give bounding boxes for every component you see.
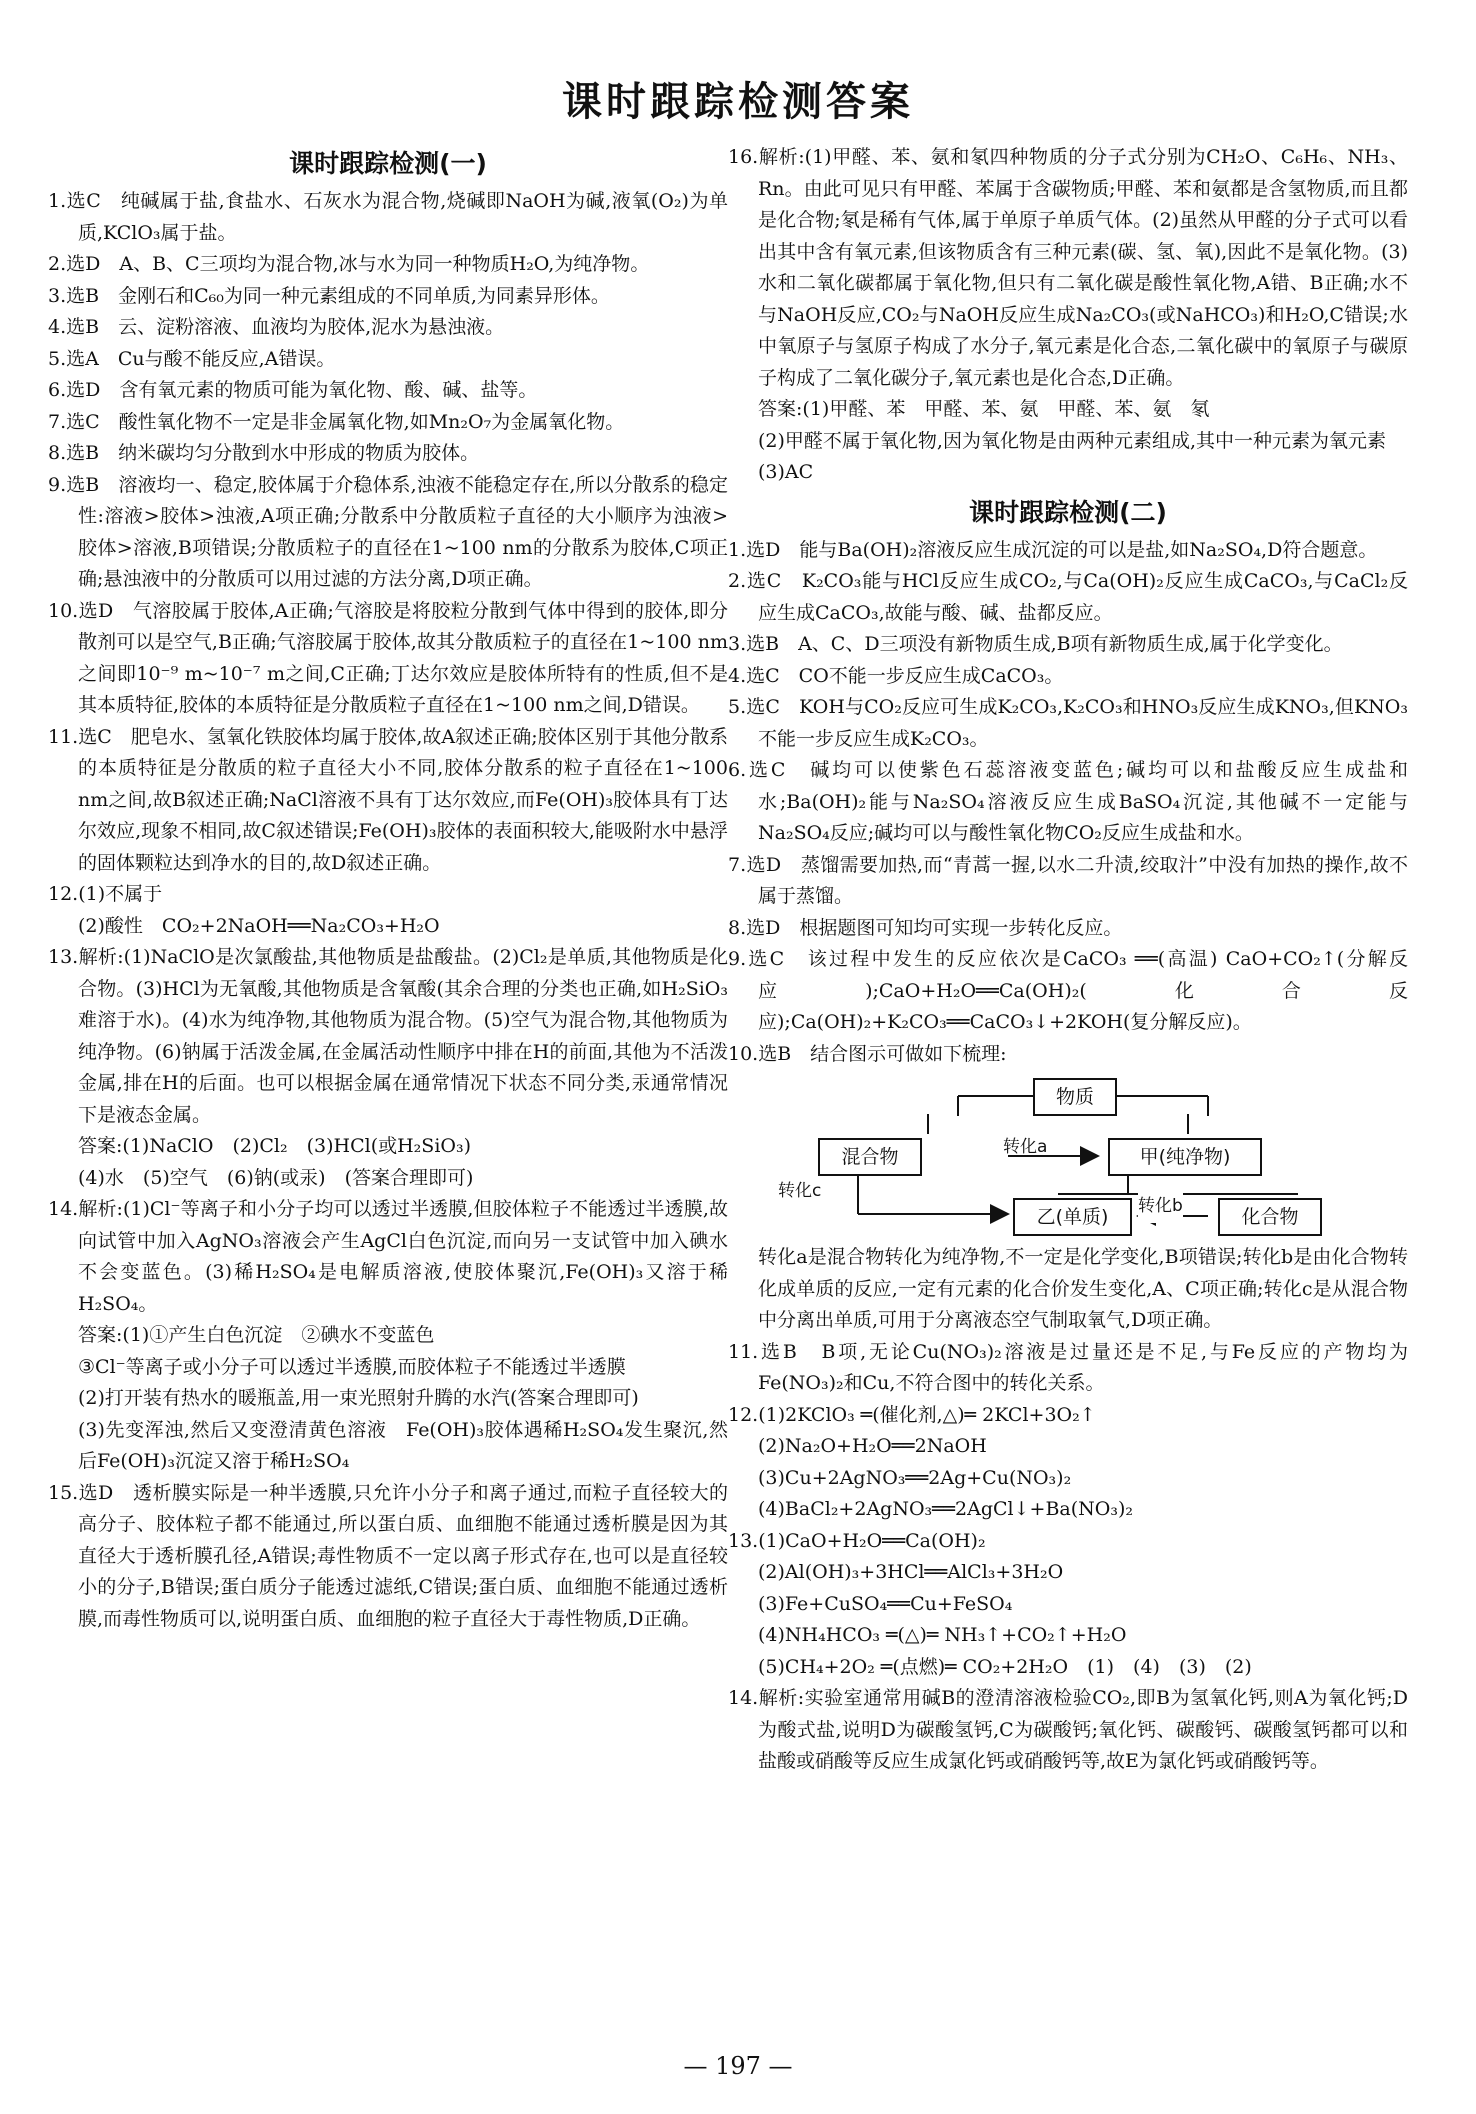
page-title: 课时跟踪检测答案 (562, 79, 914, 125)
answer-item: 转化a是混合物转化为纯净物,不一定是化学变化,B项错误;转化b是由化合物转化成单质的反应,一定有元素的化合价发生变化,A、C项正确;转化c是从混合物中分离出单质,可用于分离液态空气制取氧气,D项正确。 (758, 1246, 1408, 1331)
box-substance: 物质 (1033, 1078, 1117, 1116)
answer-item: 14.解析:(1)Cl⁻等离子和小分子均可以透过半透膜,但胶体粒子不能透过半透膜,故向试管中加入AgNO₃溶液会产生AgCl白色沉淀,而向另一支试管中加入碘水不会变蓝色。(3)稀H₂SO₄是电解质溶液,使胶体聚沉,Fe(OH)₃又溶于稀H₂SO₄。 (48, 1198, 728, 1315)
answer-item: 3.选B A、C、D三项没有新物质生成,B项有新物质生成,属于化学变化。 (728, 633, 1343, 655)
answer-item: 16.解析:(1)甲醛、苯、氨和氡四种物质的分子式分别为CH₂O、C₆H₆、NH₃、Rn。由此可见只有甲醛、苯属于含碳物质;甲醛、苯和氨都是含氢物质,而且都是化合物;氡是稀有气体,属于单原子单质气体。(2)虽然从甲醛的分子式可以看出其中含有氧元素,但该物质含有三种元素(碳、氢、氧),因此不是氧化物。(3)水和二氧化碳都属于氧化物,但只有二氧化碳是酸性氧化物,A错、B正确;水不与NaOH反应,CO₂与NaOH反应生成Na₂CO₃(或NaHCO₃)和H₂O,C错误;水中氧原子与氢原子构成了水分子,氧元素是化合态,二氧化碳中的氧原子与碳原子构成了二氧化碳分子,氧元素也是化合态,D正确。 (728, 146, 1408, 389)
answer-item: 2.选D A、B、C三项均为混合物,冰与水为同一种物质H₂O,为纯净物。 (48, 253, 650, 275)
answer-item: 10.选B 结合图示可做如下梳理: (728, 1042, 1007, 1065)
left-column (48, 140, 728, 1635)
section-title-1: 课时跟踪检测(一) (289, 149, 487, 178)
answer-item: 5.选C KOH与CO₂反应可生成K₂CO₃,K₂CO₃和HNO₃反应生成KNO₃,但KNO₃不能一步反应生成K₂CO₃。 (728, 696, 1408, 750)
right-column (728, 142, 1408, 1778)
answer-item: 9.选B 溶液均一、稳定,胶体属于介稳体系,浊液不能稳定存在,所以分散系的稳定性:溶液>胶体>浊液,A项正确;分散系中分散质粒子直径的大小顺序为浊液>胶体>溶液,B项错误;分散质粒子的直径在1~100 nm的分散系为胶体,C项正确;悬浊液中的分散质可以用过滤的方法分离,D项正确。 (48, 473, 728, 590)
answer-item: 7.选D 蒸馏需要加热,而“青蒿一握,以水二升渍,绞取汁”中没有加热的操作,故不属于蒸馏。 (728, 853, 1408, 907)
answer-item: 6.选D 含有氧元素的物质可能为氧化物、酸、碱、盐等。 (48, 379, 538, 401)
answer-item: 5.选A Cu与酸不能反应,A错误。 (48, 347, 336, 370)
answer-item: (5)CH₄+2O₂ ═(点燃)═ CO₂+2H₂O (1) (4) (3) (2) (758, 1655, 1252, 1678)
label-conversion-c: 转化c (778, 1181, 822, 1201)
answer-item: 答案:(1)①产生白色沉淀 ②碘水不变蓝色 (78, 1324, 435, 1346)
answer-item: 11.选C 肥皂水、氢氧化铁胶体均属于胶体,故A叙述正确;胶体区别于其他分散系的本质特征是分散质的粒子直径大小不同,胶体分散系的粒子直径在1~100 nm之间,故B叙述正确;NaCl溶液不具有丁达尔效应,而Fe(OH)₃胶体具有丁达尔效应,现象不相同,故C叙述错误;Fe(OH)₃胶体的表面积较大,能吸附水中悬浮的固体颗粒达到净水的目的,故D叙述正确。 (48, 725, 728, 874)
answer-item: 9.选C 该过程中发生的反应依次是CaCO₃ ══(高温) CaO+CO₂↑(分解反应);CaO+H₂O══Ca(OH)₂(化合反应);Ca(OH)₂+K₂CO₃══CaCO₃↓+2KOH(复分解反应)。 (728, 948, 1408, 1033)
answer-item: 3.选B 金刚石和C₆₀为同一种元素组成的不同单质,为同素异形体。 (48, 284, 610, 307)
answer-item: 1.选D 能与Ba(OH)₂溶液反应生成沉淀的可以是盐,如Na₂SO₄,D符合题意。 (728, 538, 1378, 561)
answer-item: 11.选B B项,无论Cu(NO₃)₂溶液是过量还是不足,与Fe反应的产物均为Fe(NO₃)₂和Cu,不符合图中的转化关系。 (728, 1340, 1408, 1394)
answer-item: (4)水 (5)空气 (6)钠(或汞) (答案合理即可) (78, 1166, 474, 1189)
answer-item: (2)Al(OH)₃+3HCl══AlCl₃+3H₂O (758, 1561, 1064, 1583)
section-title-2: 课时跟踪检测(二) (969, 497, 1167, 527)
answer-item: 1.选C 纯碱属于盐,食盐水、石灰水为混合物,烧碱即NaOH为碱,液氧(O₂)为单质,KClO₃属于盐。 (48, 190, 728, 244)
answer-item: 6.选C 碱均可以使紫色石蕊溶液变蓝色;碱均可以和盐酸反应生成盐和水;Ba(OH)₂能与Na₂SO₄溶液反应生成BaSO₄沉淀,其他碱不一定能与Na₂SO₄反应;碱均可以与酸性氧化物CO₂反应生成盐和水。 (728, 759, 1408, 844)
answer-item: 10.选D 气溶胶属于胶体,A正确;气溶胶是将胶粒分散到气体中得到的胶体,即分散剂可以是空气,B正确;气溶胶属于胶体,故其分散质粒子的直径在1~100 nm之间即10⁻⁹ m~10⁻⁷ m之间,C正确;丁达尔效应是胶体所特有的性质,但不是其本质特征,胶体的本质特征是分散质粒子直径在1~100 nm之间,D错误。 (48, 599, 728, 716)
answer-item: (4)NH₄HCO₃ ═(△)═ NH₃↑+CO₂↑+H₂O (758, 1624, 1127, 1646)
answer-item: 8.选B 纳米碳均匀分散到水中形成的物质为胶体。 (48, 442, 480, 464)
box-compound: 化合物 (1218, 1198, 1322, 1236)
answer-item: (2)甲醛不属于氧化物,因为氧化物是由两种元素组成,其中一种元素为氧元素 (758, 429, 1386, 452)
answer-item: 13.解析:(1)NaClO是次氯酸盐,其他物质是盐酸盐。(2)Cl₂是单质,其他物质是化合物。(3)HCl为无氧酸,其他物质是含氧酸(其余合理的分类也正确,如H₂SiO₃难溶于水)。(4)水为纯净物,其他物质为混合物。(5)空气为混合物,其他物质为纯净物。(6)钠属于活泼金属,在金属活动性顺序中排在H的前面,其他为不活泼金属,排在H的后面。也可以根据金属在通常情况下状态不同分类,汞通常情况下是液态金属。 (48, 946, 728, 1126)
answer-item: (3)先变浑浊,然后又变澄清黄色溶液 Fe(OH)₃胶体遇稀H₂SO₄发生聚沉,然后Fe(OH)₃沉淀又溶于稀H₂SO₄ (78, 1418, 728, 1472)
answer-item: (3)AC (758, 461, 814, 483)
answer-item: (4)BaCl₂+2AgNO₃══2AgCl↓+Ba(NO₃)₂ (758, 1498, 1133, 1520)
answer-item: 4.选B 云、淀粉溶液、血液均为胶体,泥水为悬浊液。 (48, 316, 505, 338)
answer-item: 15.选D 透析膜实际是一种半透膜,只允许小分子和离子通过,而粒子直径较大的高分子、胶体粒子都不能通过,所以蛋白质、血细胞不能通过透析膜是因为其直径大于透析膜孔径,A错误;毒性物质不一定以离子形式存在,也可以是直径较小的分子,B错误;蛋白质分子能透过滤纸,C错误;蛋白质、血细胞不能通过透析膜,而毒性物质可以,说明蛋白质、血细胞的粒子直径大于毒性物质,D正确。 (48, 1481, 728, 1630)
label-conversion-a: 转化a (1003, 1137, 1048, 1157)
answer-item: (3)Fe+CuSO₄══Cu+FeSO₄ (758, 1592, 1013, 1615)
box-element: 乙(单质) (1013, 1198, 1132, 1236)
answer-item: 答案:(1)NaClO (2)Cl₂ (3)HCl(或H₂SiO₃) (78, 1135, 471, 1157)
answer-item: (2)酸性 CO₂+2NaOH══Na₂CO₃+H₂O (78, 914, 440, 937)
conversion-diagram (778, 1076, 1358, 1236)
answer-item: (2)打开装有热水的暖瓶盖,用一束光照射升腾的水汽(答案合理即可) (78, 1387, 639, 1409)
answer-item: 12.(1)不属于 (48, 883, 163, 905)
answer-item: (2)Na₂O+H₂O══2NaOH (758, 1435, 987, 1457)
answer-item: 4.选C CO不能一步反应生成CaCO₃。 (728, 664, 1064, 687)
answer-item: 14.解析:实验室通常用碱B的澄清溶液检验CO₂,即B为氢氧化钙,则A为氧化钙;D为酸式盐,说明D为碳酸氢钙,C为碳酸钙;氧化钙、碳酸钙、碳酸氢钙都可以和盐酸或硝酸等反应生成氯化钙或硝酸钙等,故E为氯化钙或硝酸钙等。 (728, 1687, 1408, 1772)
answer-item: 答案:(1)甲醛、苯 甲醛、苯、氨 甲醛、苯、氨 氡 (758, 398, 1210, 420)
answer-item: (3)Cu+2AgNO₃══2Ag+Cu(NO₃)₂ (758, 1466, 1072, 1489)
answer-item: 8.选D 根据题图可知均可实现一步转化反应。 (728, 916, 1123, 939)
answer-item: 7.选C 酸性氧化物不一定是非金属氧化物,如Mn₂O₇为金属氧化物。 (48, 410, 625, 433)
box-pure-substance: 甲(纯净物) (1108, 1138, 1262, 1176)
label-conversion-b: 转化b (1138, 1191, 1183, 1223)
page-number: — 197 — (683, 2052, 793, 2080)
answer-item: 2.选C K₂CO₃能与HCl反应生成CO₂,与Ca(OH)₂反应生成CaCO₃,与CaCl₂反应生成CaCO₃,故能与酸、碱、盐都反应。 (728, 570, 1408, 624)
answer-item: 13.(1)CaO+H₂O══Ca(OH)₂ (728, 1529, 986, 1552)
box-mixture: 混合物 (818, 1138, 922, 1176)
answer-item: 12.(1)2KClO₃ ═(催化剂,△)═ 2KCl+3O₂↑ (728, 1403, 1096, 1426)
answer-item: ③Cl⁻等离子或小分子可以透过半透膜,而胶体粒子不能透过半透膜 (78, 1355, 626, 1378)
